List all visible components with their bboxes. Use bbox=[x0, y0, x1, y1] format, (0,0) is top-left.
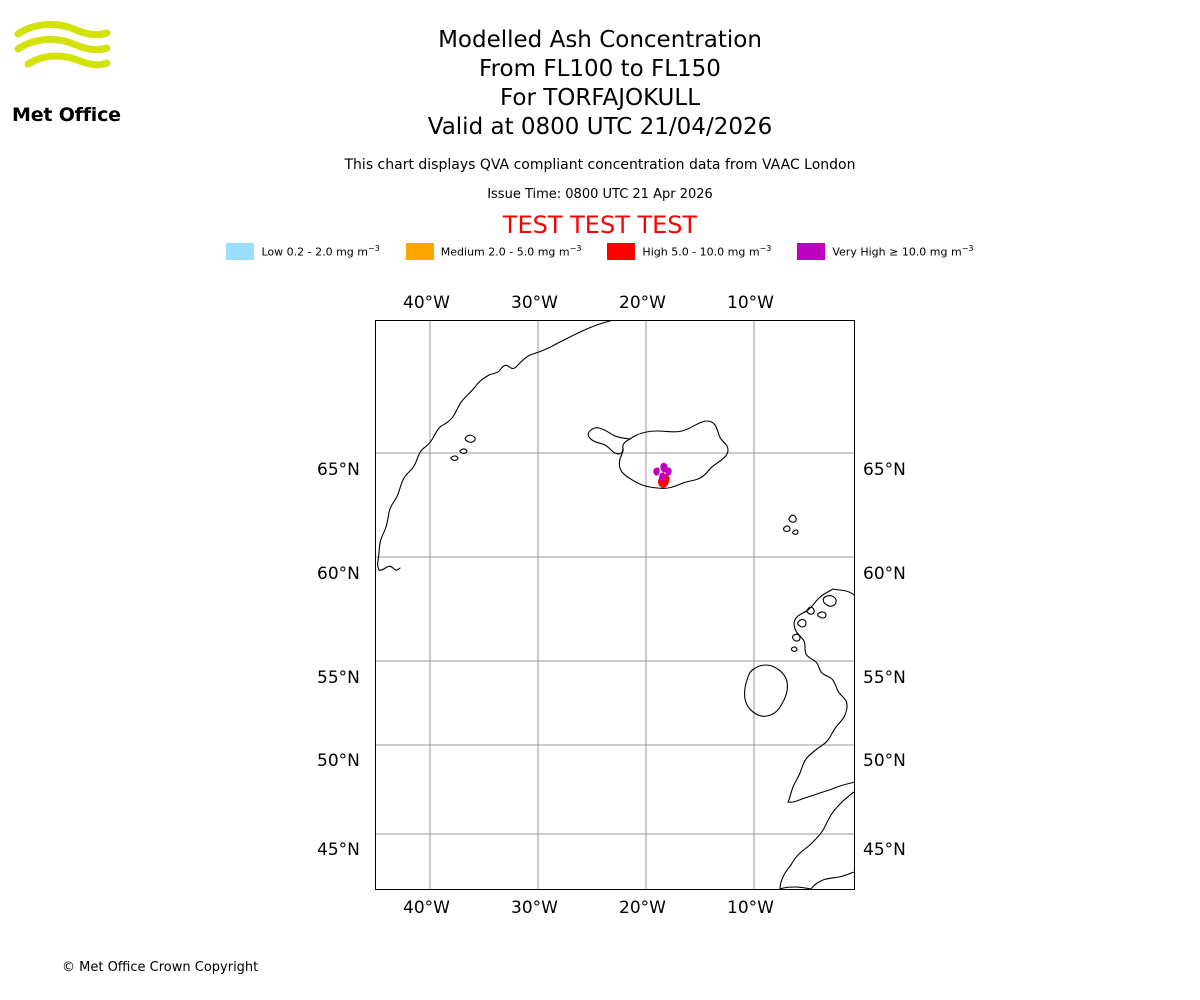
x-tick-label-top-2: 20°W bbox=[619, 293, 666, 313]
y-tick-label-right-65: 65°N bbox=[863, 460, 906, 480]
legend-swatch-low bbox=[226, 243, 254, 260]
legend-label-medium: Medium 2.0 - 5.0 mg $m^{-3}$ bbox=[440, 244, 582, 259]
x-tick-label-top-1: 30°W bbox=[511, 293, 558, 313]
y-tick-label-left-65: 65°N bbox=[317, 460, 360, 480]
flight-level-range: From FL100 to FL150 bbox=[479, 56, 721, 82]
map-gridlines bbox=[376, 321, 854, 889]
legend-swatch-very-high bbox=[797, 243, 825, 260]
y-tick-label-right-60: 60°N bbox=[863, 564, 906, 584]
x-tick-label-bottom-2: 20°W bbox=[619, 898, 666, 918]
y-tick-label-left-55: 55°N bbox=[317, 668, 360, 688]
x-tick-label-bottom-3: 10°W bbox=[727, 898, 774, 918]
met-office-logo-text: Met Office bbox=[12, 104, 121, 126]
copyright-notice: © Met Office Crown Copyright bbox=[62, 960, 259, 975]
chart-subtitle: This chart displays QVA compliant concentration data from VAAC London bbox=[344, 157, 856, 173]
ash-concentration-map bbox=[317, 293, 906, 918]
x-tick-label-bottom-1: 30°W bbox=[511, 898, 558, 918]
y-tick-label-left-50: 50°N bbox=[317, 751, 360, 771]
page-title: Modelled Ash Concentration bbox=[438, 27, 762, 53]
test-banner: TEST TEST TEST bbox=[502, 211, 698, 239]
legend-item-high bbox=[607, 243, 771, 260]
legend-item-low bbox=[226, 243, 379, 260]
legend-label-high: High 5.0 - 10.0 mg $m^{-3}$ bbox=[642, 244, 772, 259]
volcano-name: For TORFAJOKULL bbox=[499, 85, 701, 111]
map-plot-area[interactable] bbox=[375, 320, 855, 890]
x-tick-label-top-3: 10°W bbox=[727, 293, 774, 313]
y-tick-label-left-45: 45°N bbox=[317, 840, 360, 860]
legend-swatch-high bbox=[607, 243, 635, 260]
y-tick-label-right-45: 45°N bbox=[863, 840, 906, 860]
legend-swatch-medium bbox=[406, 243, 434, 260]
x-tick-label-bottom-0: 40°W bbox=[403, 898, 450, 918]
y-tick-label-right-55: 55°N bbox=[863, 668, 906, 688]
legend-item-very-high bbox=[797, 243, 973, 260]
issue-time: Issue Time: 0800 UTC 21 Apr 2026 bbox=[487, 187, 713, 202]
legend-item-medium bbox=[406, 243, 582, 260]
concentration-legend bbox=[0, 243, 1200, 260]
valid-time: Valid at 0800 UTC 21/04/2026 bbox=[427, 114, 773, 140]
y-tick-label-right-50: 50°N bbox=[863, 751, 906, 771]
y-tick-label-left-60: 60°N bbox=[317, 564, 360, 584]
coastlines bbox=[378, 321, 854, 889]
legend-label-low: Low 0.2 - 2.0 mg $m^{-3}$ bbox=[261, 244, 380, 259]
legend-label-very-high: Very High ≥ 10.0 mg $m^{-3}$ bbox=[832, 244, 974, 259]
x-tick-label-top-0: 40°W bbox=[403, 293, 450, 313]
chart-header bbox=[0, 26, 1200, 239]
